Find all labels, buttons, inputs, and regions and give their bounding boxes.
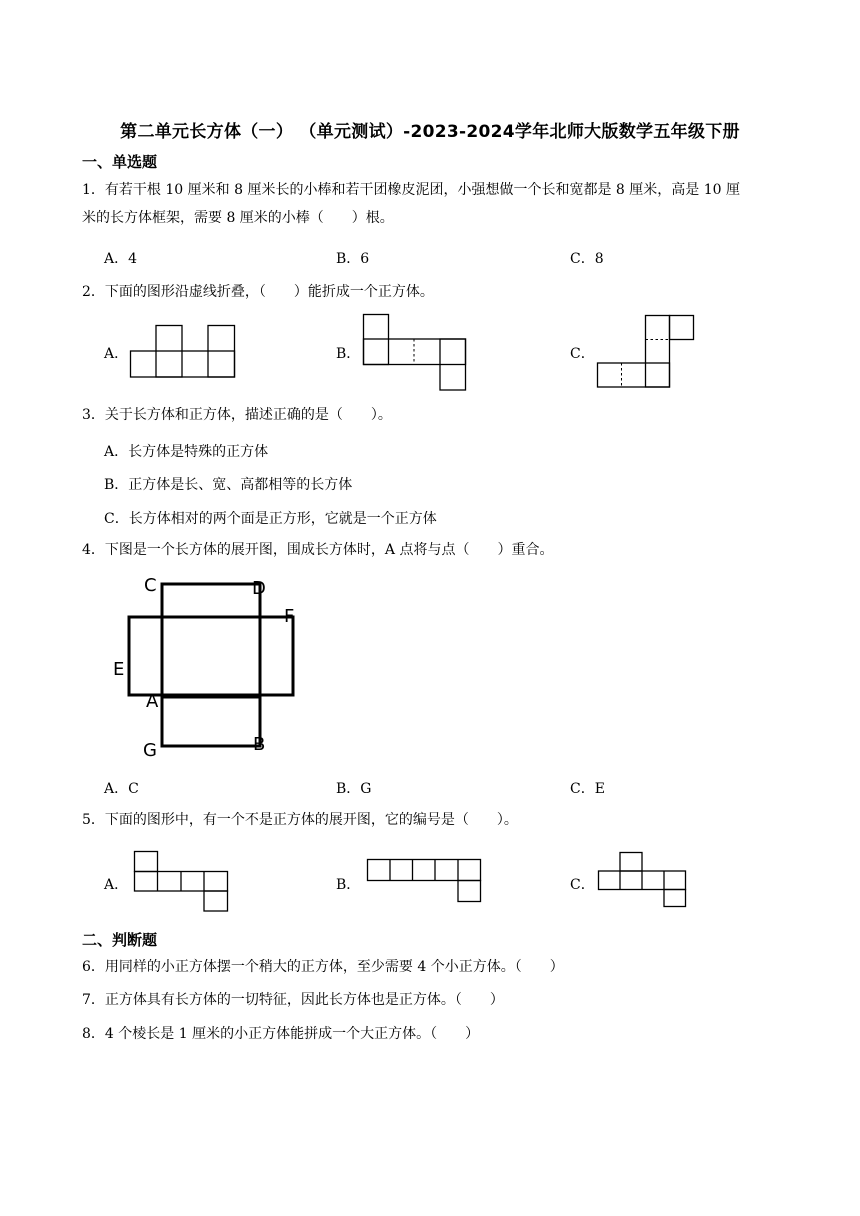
- question-1: [82, 176, 812, 232]
- q2-option-a[interactable]: A．: [104, 346, 129, 362]
- point-label-f: F: [284, 606, 295, 627]
- point-label-g: G: [143, 740, 157, 761]
- q1-option-b[interactable]: B．6: [336, 251, 370, 267]
- q1-option-c[interactable]: C．8: [570, 251, 604, 267]
- point-label-a: A: [146, 691, 159, 712]
- q2-option-b[interactable]: B．: [336, 346, 361, 362]
- q3-option-b[interactable]: B．正方体是长、宽、高都相等的长方体: [104, 477, 353, 493]
- point-label-e: E: [113, 659, 125, 680]
- question-1-number: 1．: [82, 182, 105, 198]
- question-2: 2．下面的图形沿虚线折叠，（ ）能折成一个正方体。: [82, 284, 434, 300]
- q4-option-b[interactable]: B．G: [336, 781, 372, 797]
- q5-figure-a: [134, 851, 230, 913]
- question-1-line-2: 米的长方体框架，需要 8 厘米的小棒（ ）根。: [82, 210, 394, 226]
- q1-option-a[interactable]: A．4: [104, 251, 138, 267]
- q2-figure-c: [597, 315, 697, 389]
- q5-option-c[interactable]: C．: [570, 877, 595, 893]
- section-heading-true-false: 二、判断题: [82, 931, 158, 949]
- q5-figure-c: [598, 852, 690, 908]
- q4-option-c[interactable]: C．E: [570, 781, 605, 797]
- section-heading-single-choice: 一、单选题: [82, 153, 158, 171]
- question-1-line-1: 有若干根 10 厘米和 8 厘米长的小棒和若干团橡皮泥团，小强想做一个长和宽都是 8 厘米，高是 10 厘: [104, 182, 740, 198]
- page-title: 第二单元长方体（一） （单元测试）-2023-2024学年北师大版数学五年级下册: [120, 122, 740, 142]
- q5-option-a[interactable]: A．: [104, 877, 129, 893]
- q5-figure-b: [367, 859, 483, 903]
- question-4: 4．下图是一个长方体的展开图，围成长方体时，A 点将与点（ ）重合。: [82, 542, 554, 558]
- question-6: 6．用同样的小正方体摆一个稍大的正方体，至少需要 4 个小正方体。（ ）: [82, 959, 564, 975]
- question-7: 7．正方体具有长方体的一切特征，因此长方体也是正方体。（ ）: [82, 992, 504, 1008]
- q5-option-b[interactable]: B．: [336, 877, 361, 893]
- point-label-c: C: [144, 575, 157, 596]
- q2-option-c[interactable]: C．: [570, 346, 595, 362]
- q3-option-c[interactable]: C．长方体相对的两个面是正方形，它就是一个正方体: [104, 511, 437, 527]
- question-5: 5．下面的图形中，有一个不是正方体的展开图，它的编号是（ ）。: [82, 812, 518, 828]
- q2-figure-b: [363, 314, 467, 392]
- q2-figure-a: [130, 325, 236, 379]
- question-3: 3．关于长方体和正方体，描述正确的是（ ）。: [82, 407, 392, 423]
- q3-option-a[interactable]: A．长方体是特殊的正方体: [104, 444, 269, 460]
- point-label-d: D: [252, 578, 266, 599]
- q4-option-a[interactable]: A．C: [104, 781, 139, 797]
- question-8: 8．4 个棱长是 1 厘米的小正方体能拼成一个大正方体。（ ）: [82, 1026, 480, 1042]
- q4-net-figure: [110, 574, 310, 764]
- point-label-b: B: [253, 734, 266, 755]
